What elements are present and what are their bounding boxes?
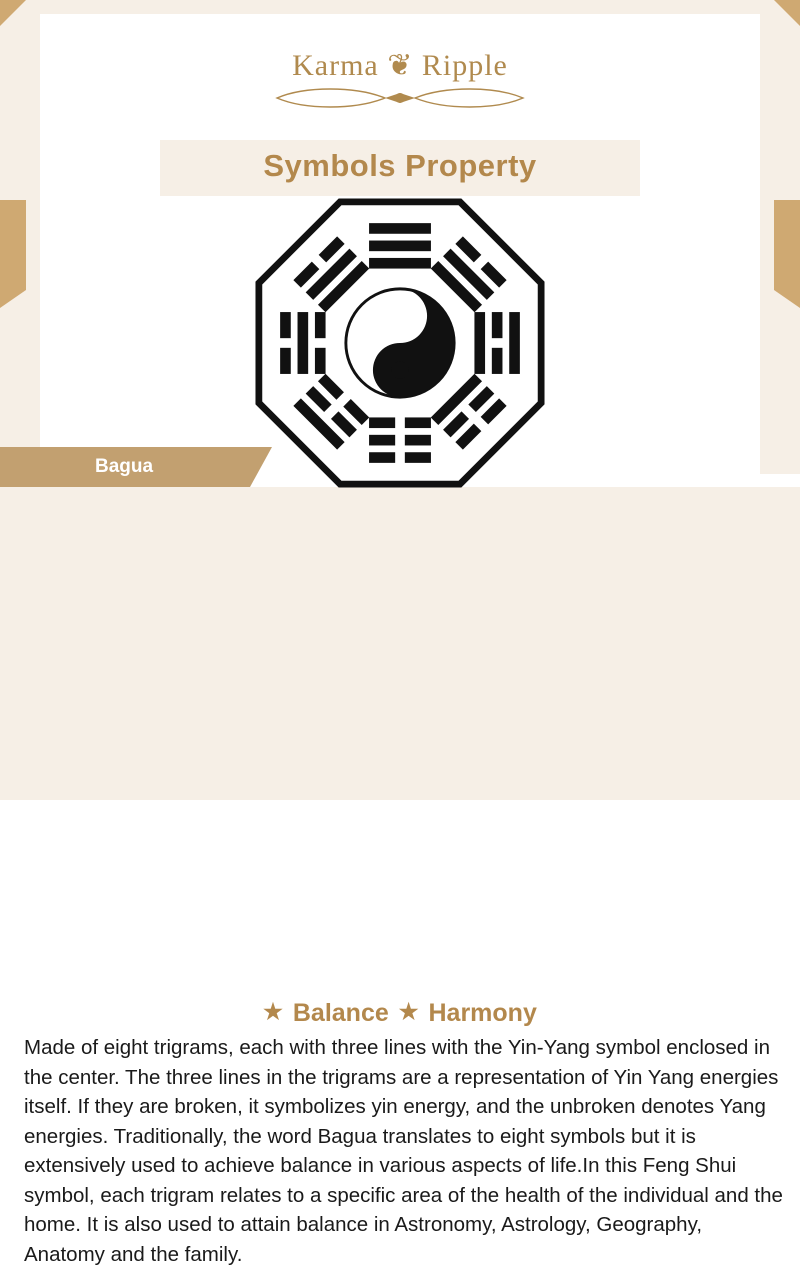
corner-decoration-top-right [570, 0, 800, 14]
trigram-top [369, 223, 431, 268]
symbol-label-ribbon-tip [250, 447, 272, 487]
gold-triangle-top-right [774, 0, 800, 26]
gold-triangle-top-left [0, 0, 26, 26]
brand-logo [0, 48, 800, 111]
description-text: Made of eight trigrams, each with three lines with the Yin-Yang symbol enclosed in the center. The three lines in the trigrams are a representation of Yin Yang energies itself. If they are broken, it symbolizes yin energy, and the unbroken denotes Yang energies. Traditionally, the word Bagua translates to eight symbols but it is extensively used to achieve balance in various aspects of life.In this Feng Shui symbol, each trigram relates to a specific area of the health of the individual and the home. It is also used to attain balance in Astronomy, Astrology, Geography, Anatomy and the family. [24, 1036, 783, 1266]
bagua-symbol [0, 198, 800, 488]
yin-yang-icon [346, 289, 454, 397]
bagua-symbol-icon [255, 198, 545, 488]
brand-name: Karma ❦ Ripple [292, 49, 508, 82]
corner-decoration-top-left [0, 0, 230, 14]
description-panel [0, 487, 800, 1266]
page-title: Symbols Property [263, 148, 537, 183]
tagline-word-balance: Balance [292, 999, 389, 1027]
star-icon-right: ★ [398, 999, 419, 1024]
tagline-word-harmony: Harmony [428, 999, 537, 1027]
infinity-lotus-flourish-icon [275, 85, 525, 111]
tagline [0, 999, 800, 1028]
symbol-label: Bagua [95, 456, 154, 477]
star-icon-left: ★ [263, 999, 283, 1024]
